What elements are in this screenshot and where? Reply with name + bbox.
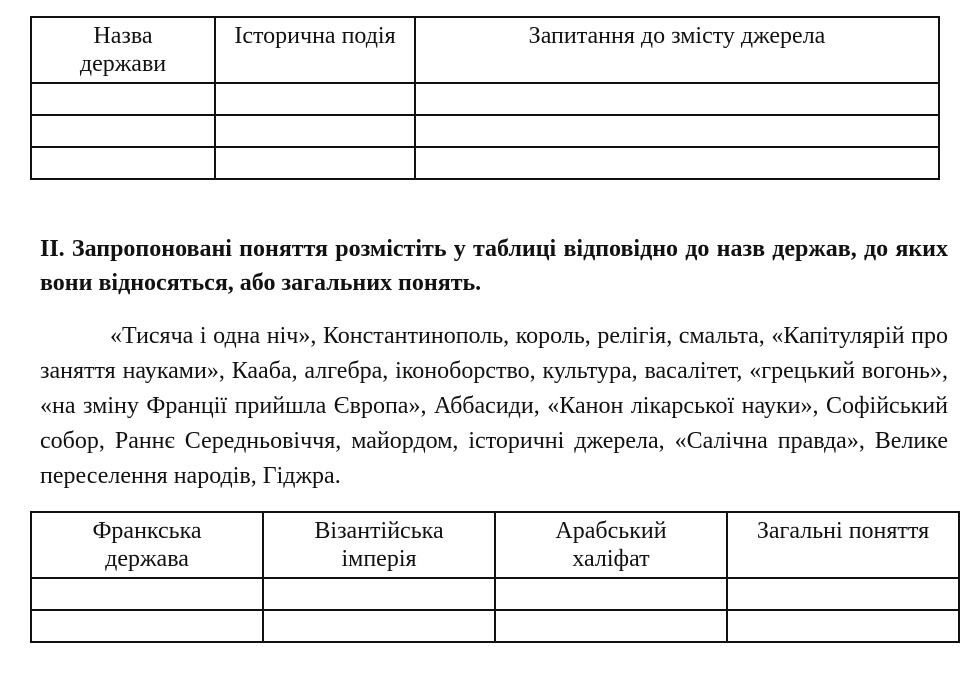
table-cell[interactable] <box>215 147 415 179</box>
header-line: держави <box>79 51 167 77</box>
header-historical-event <box>215 17 415 83</box>
source-questions-table <box>30 16 940 180</box>
header-line: Візантійська <box>314 518 444 544</box>
header-line: Франкська <box>92 518 202 544</box>
header-line: Загальні поняття <box>756 518 930 544</box>
header-line: Арабський <box>555 518 667 544</box>
header-source-questions <box>415 17 939 83</box>
header-line: держава <box>105 546 189 572</box>
table-cell[interactable] <box>31 610 263 642</box>
table-header-row <box>31 17 939 83</box>
header-state-name <box>31 17 215 83</box>
header-byzantine-empire <box>263 512 495 578</box>
table-row <box>31 115 939 147</box>
table-cell[interactable] <box>215 115 415 147</box>
header-frankish-state <box>31 512 263 578</box>
table-row <box>31 578 959 610</box>
concepts-table <box>30 511 960 643</box>
table-cell[interactable] <box>263 578 495 610</box>
header-line: халіфат <box>572 546 650 572</box>
table-cell[interactable] <box>727 578 959 610</box>
table-cell[interactable] <box>215 83 415 115</box>
task-heading: ІІ. Запропоновані поняття розмістіть у таблиці відповідно до назв держав, до яких вони відносяться, або загальних понять. <box>40 236 948 296</box>
table-cell[interactable] <box>415 83 939 115</box>
header-line: імперія <box>341 546 417 572</box>
header-line: Історична подія <box>234 23 396 49</box>
table-cell[interactable] <box>31 83 215 115</box>
table-header-row <box>31 512 959 578</box>
table-row <box>31 83 939 115</box>
table-row <box>31 147 939 179</box>
table-cell[interactable] <box>31 578 263 610</box>
table-cell[interactable] <box>495 578 727 610</box>
terms-paragraph: «Тисяча і одна ніч», Константинополь, король, релігія, смальта, «Капітулярій про заняття науками», Кааба, алгебра, іконоборство, культура, васалітет, «грецький вогонь», «на зміну Франції прийшла Європа», Аббасиди, «Канон лікарської науки», Софійський собор, Раннє Середньовіччя, майордом, історичні джерела, «Салічна правда», Велике переселення народів, Гіджра. <box>40 323 948 489</box>
table-row <box>31 610 959 642</box>
table-cell[interactable] <box>415 147 939 179</box>
header-general-concepts <box>727 512 959 578</box>
table-cell[interactable] <box>263 610 495 642</box>
header-line: Назва <box>93 23 153 49</box>
header-line: Запитання до змісту джерела <box>528 23 826 49</box>
table-cell[interactable] <box>31 115 215 147</box>
table-cell[interactable] <box>495 610 727 642</box>
table-cell[interactable] <box>31 147 215 179</box>
table-cell[interactable] <box>415 115 939 147</box>
header-arab-caliphate <box>495 512 727 578</box>
table-cell[interactable] <box>727 610 959 642</box>
